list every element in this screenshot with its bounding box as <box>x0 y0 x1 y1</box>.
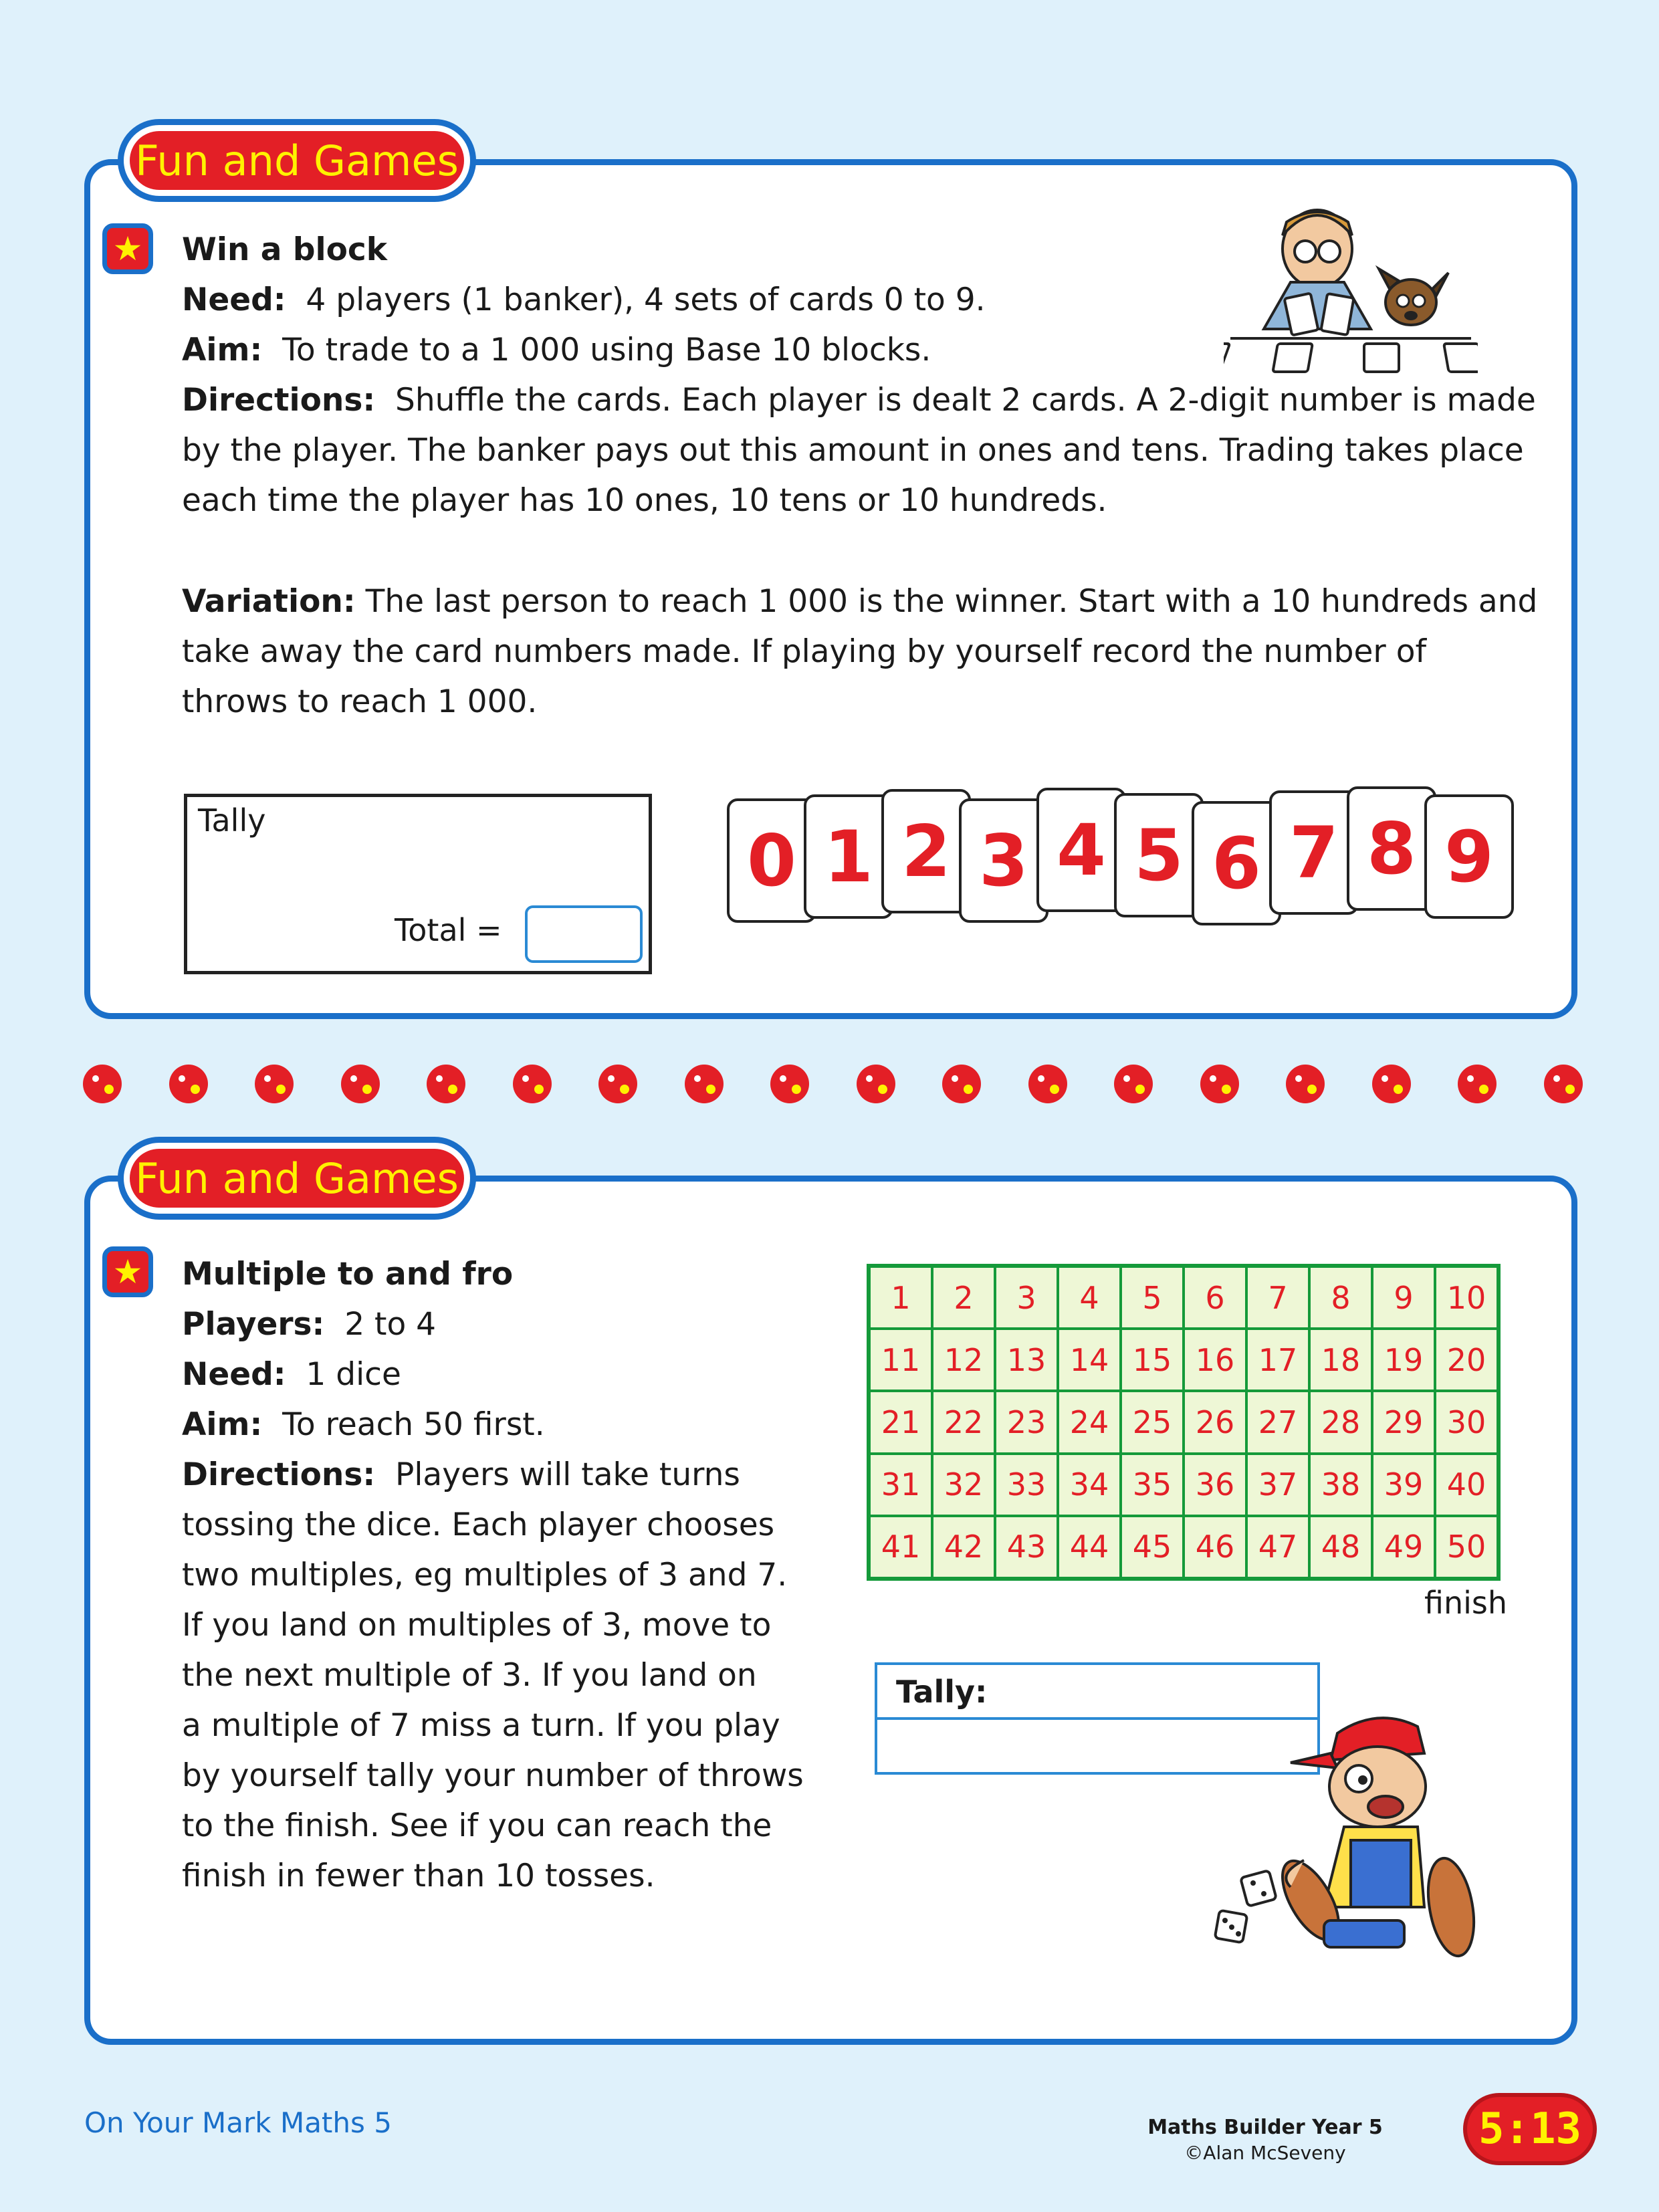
game-title: Multiple to and fro <box>182 1256 514 1293</box>
directions-line: Players will take turns <box>395 1456 740 1493</box>
grid-cell: 41 <box>869 1516 932 1578</box>
tally-box <box>184 794 652 974</box>
grid-cell: 2 <box>932 1266 995 1329</box>
aim-text: To reach 50 first. <box>282 1406 545 1443</box>
number-card: 6 <box>1192 801 1281 925</box>
directions-line: by the player. The banker pays out this amount in ones and tens. Trading takes place <box>182 432 1524 469</box>
variation-label: Variation: <box>182 583 356 620</box>
grid-cell: 42 <box>932 1516 995 1578</box>
variation-line: throws to reach 1 000. <box>182 683 538 720</box>
star-icon: ★ <box>102 223 153 274</box>
aim-label: Aim: <box>182 1406 263 1443</box>
aim-label: Aim: <box>182 332 263 368</box>
number-card: 4 <box>1036 788 1126 912</box>
grid-cell: 24 <box>1058 1391 1121 1453</box>
grid-cell: 34 <box>1058 1454 1121 1516</box>
directions-line: by yourself tally your number of throws <box>182 1757 804 1794</box>
section-tab-label: Fun and Games <box>130 1149 464 1208</box>
directions-label: Directions: <box>182 382 376 419</box>
grid-cell: 8 <box>1309 1266 1372 1329</box>
directions-line: If you land on multiples of 3, move to <box>182 1607 772 1644</box>
players-text: 2 to 4 <box>344 1306 437 1343</box>
section-tab-label: Fun and Games <box>130 131 464 190</box>
grid-cell: 23 <box>995 1391 1058 1453</box>
aim-text: To trade to a 1 000 using Base 10 blocks. <box>282 332 931 368</box>
grid-cell: 49 <box>1372 1516 1435 1578</box>
game-instructions <box>182 1249 851 1901</box>
tally-label: Tally <box>198 802 266 839</box>
grid-cell: 10 <box>1435 1266 1498 1329</box>
grid-cell: 32 <box>932 1454 995 1516</box>
grid-cell: 22 <box>932 1391 995 1453</box>
grid-cell: 11 <box>869 1329 932 1391</box>
grid-cell: 44 <box>1058 1516 1121 1578</box>
grid-cell: 6 <box>1184 1266 1246 1329</box>
copyright: ©Alan McSeveny <box>1184 2142 1346 2164</box>
number-grid <box>867 1264 1501 1581</box>
players-label: Players: <box>182 1306 325 1343</box>
grid-cell: 36 <box>1184 1454 1246 1516</box>
directions-line: a multiple of 7 miss a turn. If you play <box>182 1707 780 1744</box>
grid-cell: 25 <box>1121 1391 1184 1453</box>
tally-label: Tally: <box>877 1665 1317 1720</box>
grid-cell: 9 <box>1372 1266 1435 1329</box>
grid-cell: 20 <box>1435 1329 1498 1391</box>
grid-cell: 1 <box>869 1266 932 1329</box>
grid-cell: 33 <box>995 1454 1058 1516</box>
need-label: Need: <box>182 1356 286 1393</box>
grid-cell: 18 <box>1309 1329 1372 1391</box>
grid-cell: 12 <box>932 1329 995 1391</box>
number-card: 0 <box>727 798 816 923</box>
number-card: 3 <box>959 798 1048 923</box>
grid-cell: 40 <box>1435 1454 1498 1516</box>
section-tab <box>118 1137 476 1220</box>
variation-line: take away the card numbers made. If playing by yourself record the number of <box>182 633 1426 670</box>
grid-cell: 13 <box>995 1329 1058 1391</box>
grid-cell: 21 <box>869 1391 932 1453</box>
grid-cell: 16 <box>1184 1329 1246 1391</box>
number-card: 5 <box>1114 793 1204 917</box>
number-card: 8 <box>1347 786 1436 911</box>
grid-cell: 39 <box>1372 1454 1435 1516</box>
grid-cell: 29 <box>1372 1391 1435 1453</box>
directions-line: Shuffle the cards. Each player is dealt 2 cards. A 2-digit number is made <box>395 382 1536 419</box>
number-card: 2 <box>881 789 971 913</box>
total-answer-field[interactable] <box>525 905 643 963</box>
grid-cell: 46 <box>1184 1516 1246 1578</box>
need-label: Need: <box>182 282 286 318</box>
directions-line: to the finish. See if you can reach the <box>182 1807 772 1844</box>
number-card: 1 <box>804 794 893 919</box>
grid-cell: 31 <box>869 1454 932 1516</box>
grid-cell: 5 <box>1121 1266 1184 1329</box>
directions-line: the next multiple of 3. If you land on <box>182 1657 757 1694</box>
grid-cell: 14 <box>1058 1329 1121 1391</box>
cartoon-dice-boy <box>1204 1706 1491 1967</box>
star-icon: ★ <box>102 1246 153 1297</box>
grid-cell: 26 <box>1184 1391 1246 1453</box>
need-text: 4 players (1 banker), 4 sets of cards 0 to 9. <box>306 282 986 318</box>
section-tab <box>118 119 476 202</box>
directions-line: tossing the dice. Each player chooses <box>182 1507 775 1543</box>
grid-cell: 30 <box>1435 1391 1498 1453</box>
grid-cell: 17 <box>1246 1329 1309 1391</box>
grid-cell: 43 <box>995 1516 1058 1578</box>
book-title: Maths Builder Year 5 <box>1147 2116 1383 2139</box>
grid-cell: 15 <box>1121 1329 1184 1391</box>
finish-label: finish <box>1424 1585 1508 1621</box>
game-title: Win a block <box>182 231 388 268</box>
grid-cell: 35 <box>1121 1454 1184 1516</box>
grid-cell: 38 <box>1309 1454 1372 1516</box>
variation-line: The last person to reach 1 000 is the winner. Start with a 10 hundreds and <box>365 583 1538 620</box>
dice-icon <box>1215 1870 1277 1943</box>
series-title: On Your Mark Maths 5 <box>84 2106 392 2139</box>
cartoon-card-player <box>1224 195 1478 376</box>
total-label: Total = <box>395 912 502 948</box>
grid-cell: 50 <box>1435 1516 1498 1578</box>
grid-cell: 37 <box>1246 1454 1309 1516</box>
directions-label: Directions: <box>182 1456 376 1493</box>
book-info <box>1145 2116 1386 2164</box>
page-number: 5:13 <box>1463 2093 1597 2165</box>
grid-cell: 7 <box>1246 1266 1309 1329</box>
variation-text <box>182 576 1559 727</box>
number-card: 7 <box>1269 790 1359 915</box>
number-card: 9 <box>1424 794 1514 919</box>
grid-cell: 47 <box>1246 1516 1309 1578</box>
grid-cell: 4 <box>1058 1266 1121 1329</box>
need-text: 1 dice <box>306 1356 401 1393</box>
grid-cell: 3 <box>995 1266 1058 1329</box>
grid-cell: 45 <box>1121 1516 1184 1578</box>
grid-cell: 48 <box>1309 1516 1372 1578</box>
grid-cell: 28 <box>1309 1391 1372 1453</box>
directions-line: each time the player has 10 ones, 10 tens or 10 hundreds. <box>182 482 1107 519</box>
directions-line: two multiples, eg multiples of 3 and 7. <box>182 1557 788 1593</box>
directions-line: finish in fewer than 10 tosses. <box>182 1858 655 1894</box>
grid-cell: 27 <box>1246 1391 1309 1453</box>
grid-cell: 19 <box>1372 1329 1435 1391</box>
